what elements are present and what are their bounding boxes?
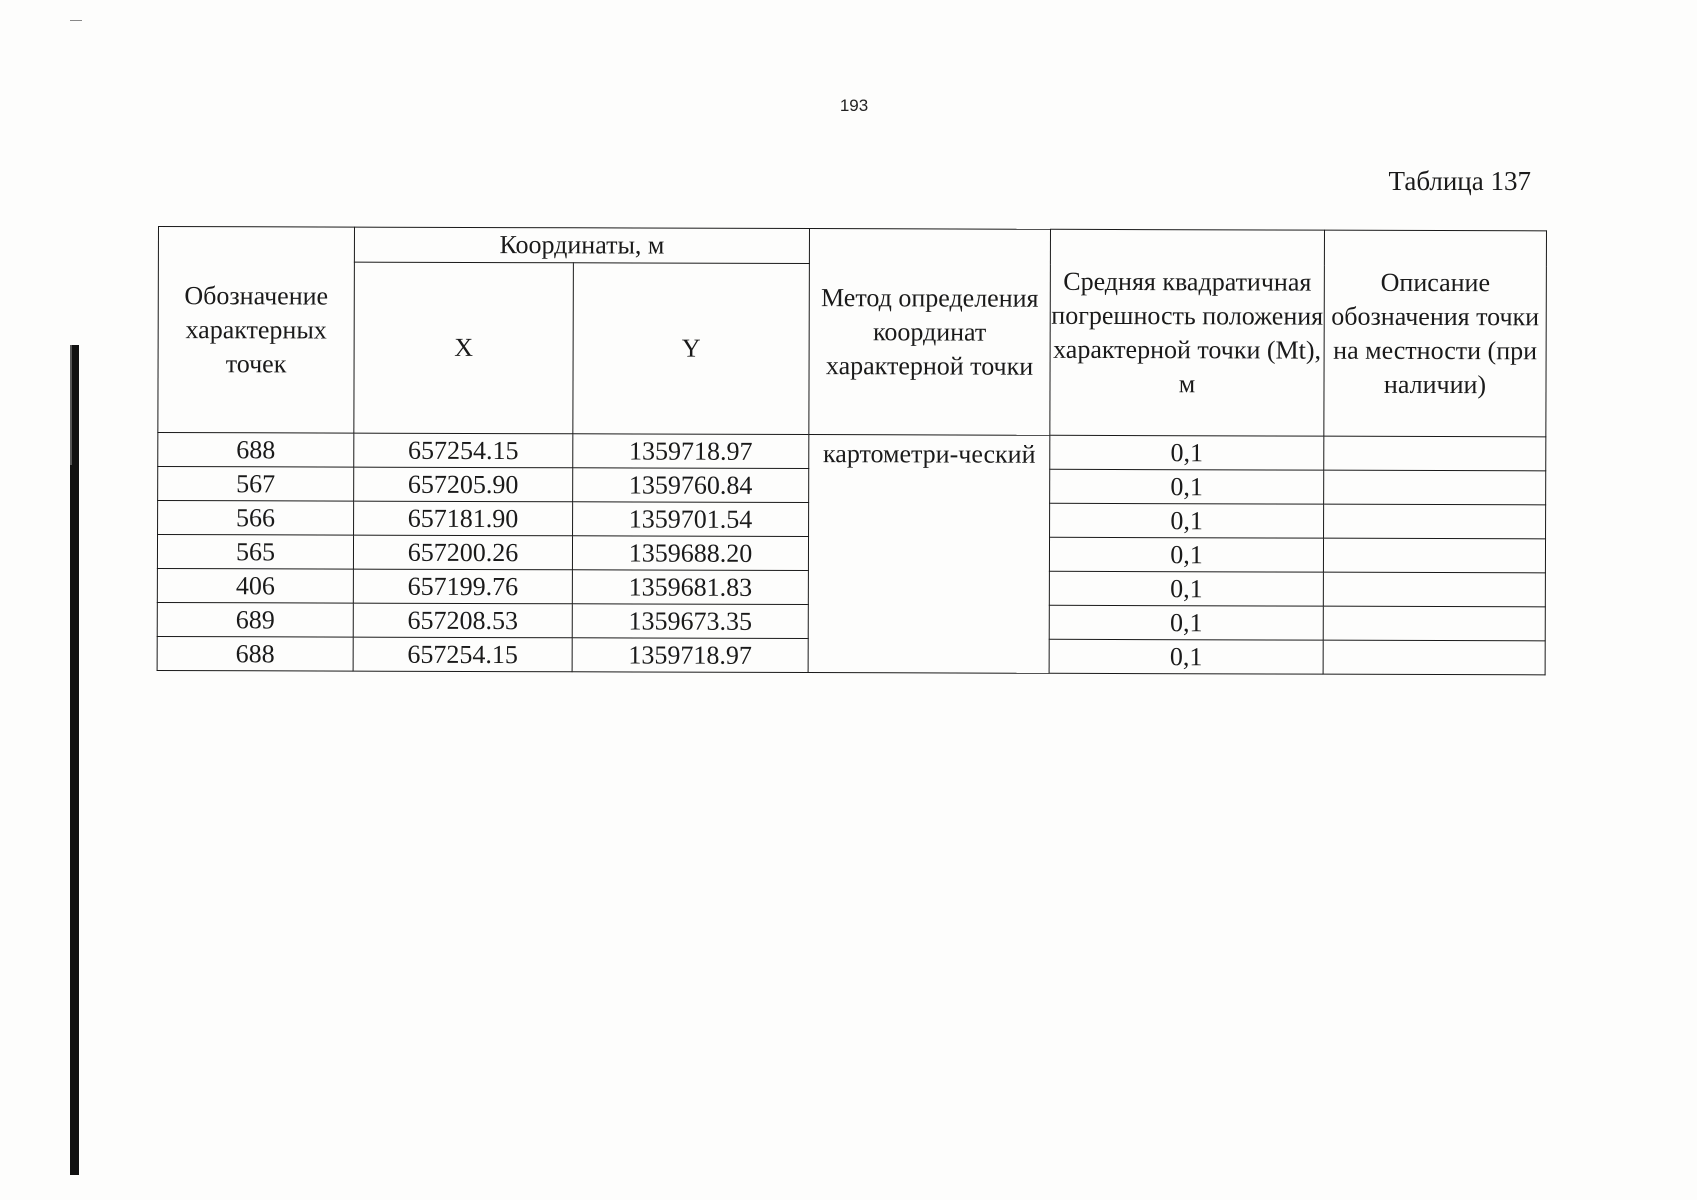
cell-mt: 0,1	[1049, 639, 1323, 674]
cell-y: 1359718.97	[573, 434, 809, 469]
cell-point: 566	[158, 501, 354, 536]
cell-mt: 0,1	[1050, 503, 1324, 538]
cell-y: 1359718.97	[572, 638, 808, 673]
cell-x: 657254.15	[353, 637, 572, 672]
cell-x: 657254.15	[354, 433, 573, 468]
cell-mt: 0,1	[1049, 605, 1323, 640]
header-y: Y	[573, 263, 810, 435]
header-coordinates: Координаты, м	[354, 227, 809, 263]
cell-mt: 0,1	[1049, 537, 1323, 572]
header-method: Метод определения координат характерной точки	[809, 229, 1051, 436]
table-header	[158, 227, 1547, 437]
cell-description	[1323, 640, 1545, 675]
cell-description	[1323, 606, 1545, 641]
cell-mt: 0,1	[1049, 571, 1323, 606]
cell-description	[1323, 572, 1545, 607]
header-description: Описание обозначения точки на местности (при наличии)	[1324, 230, 1547, 437]
cell-y: 1359673.35	[572, 604, 808, 639]
cell-point: 406	[157, 568, 353, 603]
cell-y: 1359701.54	[573, 502, 809, 537]
scan-corner-mark	[70, 20, 82, 21]
cell-y: 1359681.83	[572, 570, 808, 605]
cell-point: 565	[157, 535, 353, 570]
coordinates-table	[157, 226, 1547, 675]
cell-x: 657200.26	[353, 535, 572, 570]
cell-point: 689	[157, 602, 353, 637]
cell-point: 688	[158, 433, 354, 468]
header-point-designation: Обозначение характерных точек	[158, 227, 355, 434]
cell-y: 1359760.84	[573, 468, 809, 503]
cell-point: 567	[158, 467, 354, 502]
cell-mt: 0,1	[1050, 469, 1324, 504]
header-mean-square-error: Средняя квадратичная погрешность положения характерной точки (Mt), м	[1050, 229, 1325, 436]
page-number: 193	[839, 96, 869, 115]
cell-mt: 0,1	[1050, 435, 1324, 470]
cell-point: 688	[157, 636, 353, 671]
cell-description	[1324, 436, 1546, 471]
cell-y: 1359688.20	[572, 536, 808, 571]
cell-description	[1324, 504, 1546, 539]
cell-x: 657205.90	[354, 467, 573, 502]
scan-edge-shadow	[70, 345, 79, 1175]
cell-description	[1324, 470, 1546, 505]
cell-x: 657181.90	[354, 501, 573, 536]
header-x: X	[354, 262, 574, 434]
table-body	[157, 433, 1546, 675]
cell-x: 657208.53	[353, 603, 572, 638]
table-row	[158, 433, 1546, 471]
cell-method: картометри-ческий	[808, 435, 1050, 674]
cell-x: 657199.76	[353, 569, 572, 604]
table-caption: Таблица 137	[1388, 166, 1531, 196]
cell-description	[1323, 538, 1545, 573]
scan-edge-line	[70, 345, 72, 465]
